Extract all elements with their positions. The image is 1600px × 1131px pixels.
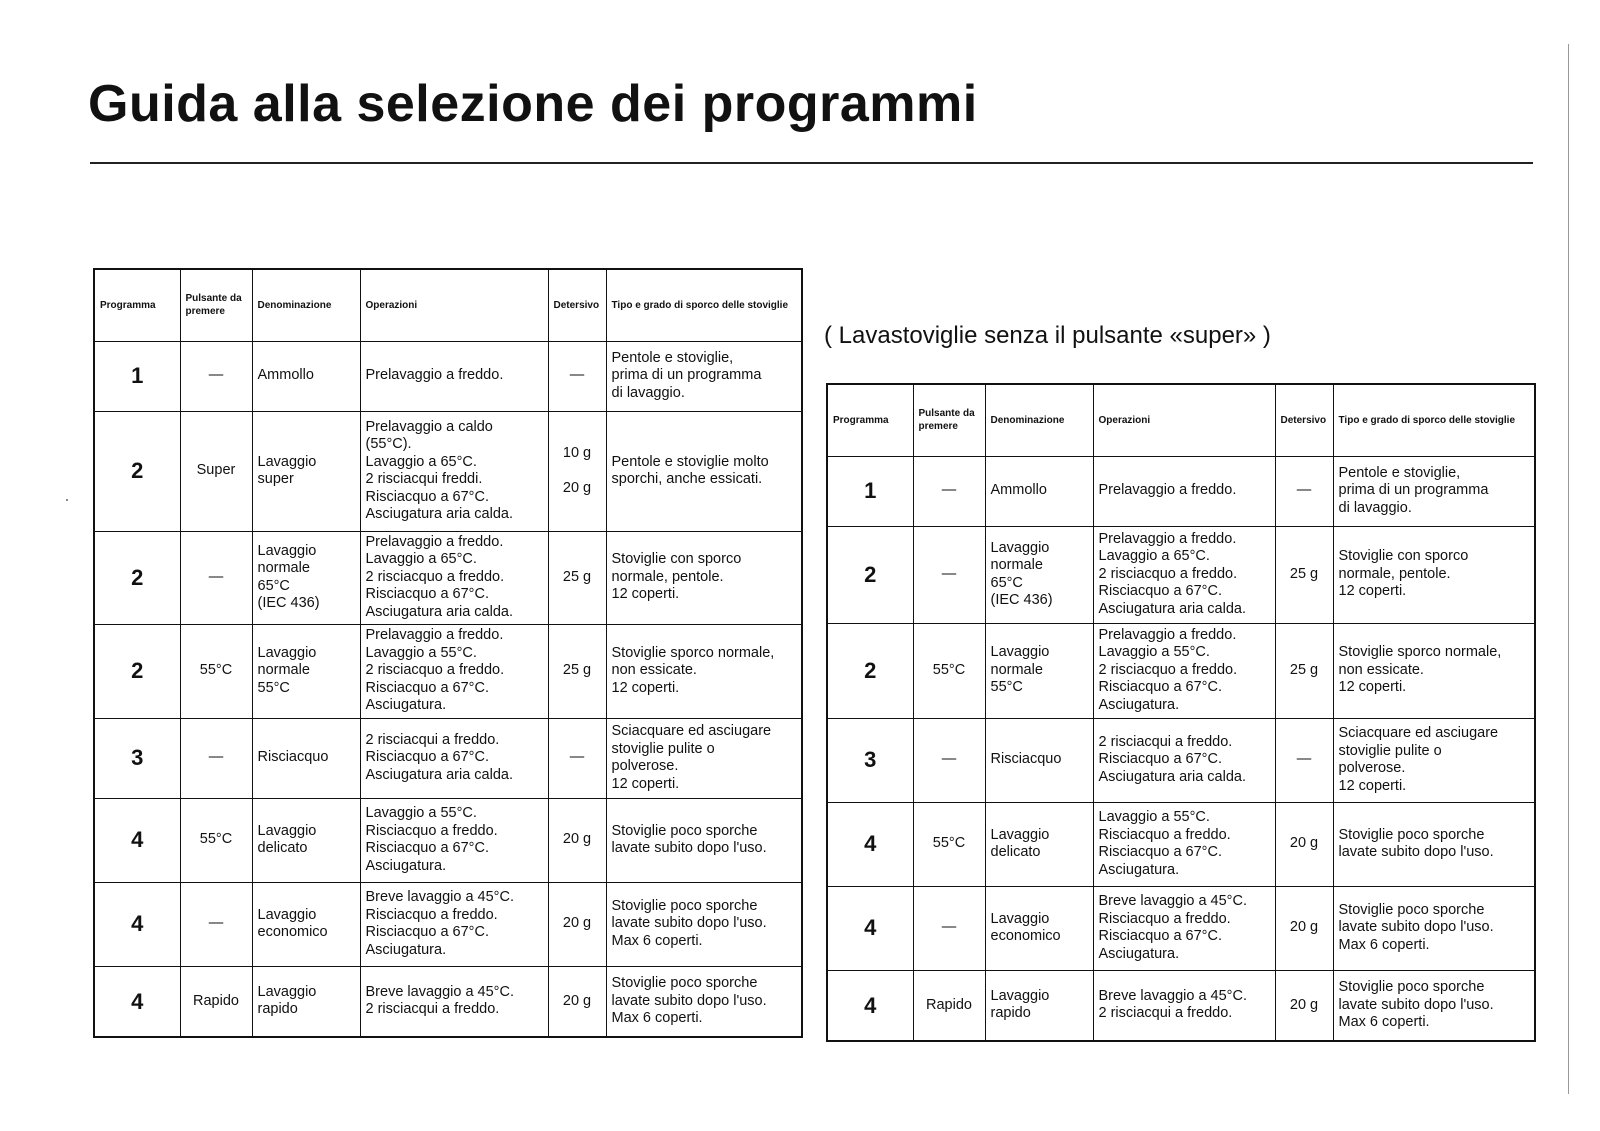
cell-programma: 4 <box>827 970 913 1041</box>
table-header-row <box>827 384 1535 456</box>
cell-programma: 2 <box>827 623 913 718</box>
cell-denominazione: Ammollo <box>985 456 1093 526</box>
cell-denominazione: Risciacquo <box>252 718 360 798</box>
cell-denominazione: Lavaggio normale 65°C (IEC 436) <box>985 526 1093 623</box>
cell-operazioni: Prelavaggio a caldo (55°C). Lavaggio a 65°C. 2 risciacqui freddi. Risciacquo a 67°C. Asciugatura aria calda. <box>360 411 548 531</box>
page-edge-line <box>1568 44 1569 1094</box>
table-row <box>827 526 1535 623</box>
cell-pulsante: — <box>913 886 985 970</box>
table-row <box>94 624 802 718</box>
cell-denominazione: Ammollo <box>252 341 360 411</box>
cell-programma: 3 <box>94 718 180 798</box>
cell-tipo: Sciacquare ed asciugare stoviglie pulite o polverose. 12 coperti. <box>1333 718 1535 802</box>
cell-operazioni: Breve lavaggio a 45°C. Risciacquo a freddo. Risciacquo a 67°C. Asciugatura. <box>360 882 548 966</box>
cell-programma: 2 <box>94 531 180 624</box>
header-pulsante: Pulsante da premere <box>180 269 252 341</box>
header-pulsante: Pulsante da premere <box>913 384 985 456</box>
cell-denominazione: Lavaggio normale 55°C <box>985 623 1093 718</box>
cell-tipo: Stoviglie sporco normale, non essicate. 12 coperti. <box>1333 623 1535 718</box>
cell-tipo: Stoviglie poco sporche lavate subito dopo l'uso. Max 6 coperti. <box>1333 970 1535 1041</box>
cell-programma: 4 <box>94 966 180 1037</box>
cell-pulsante: — <box>913 526 985 623</box>
table-row <box>827 886 1535 970</box>
cell-operazioni: Prelavaggio a freddo. <box>360 341 548 411</box>
cell-operazioni: Prelavaggio a freddo. Lavaggio a 65°C. 2 risciacquo a freddo. Risciacquo a 67°C. Asciugatura aria calda. <box>360 531 548 624</box>
header-denominazione: Denominazione <box>985 384 1093 456</box>
header-programma: Programma <box>827 384 913 456</box>
cell-denominazione: Lavaggio super <box>252 411 360 531</box>
cell-operazioni: Breve lavaggio a 45°C. Risciacquo a freddo. Risciacquo a 67°C. Asciugatura. <box>1093 886 1275 970</box>
cell-tipo: Stoviglie poco sporche lavate subito dopo l'uso. <box>606 798 802 882</box>
scan-speck <box>66 499 68 501</box>
cell-tipo: Pentole e stoviglie, prima di un programma di lavaggio. <box>1333 456 1535 526</box>
cell-pulsante: 55°C <box>913 802 985 886</box>
table-row <box>827 623 1535 718</box>
cell-programma: 2 <box>827 526 913 623</box>
header-detersivo: Detersivo <box>548 269 606 341</box>
cell-operazioni: Lavaggio a 55°C. Risciacquo a freddo. Risciacquo a 67°C. Asciugatura. <box>360 798 548 882</box>
cell-pulsante: — <box>180 882 252 966</box>
cell-pulsante: — <box>180 718 252 798</box>
cell-denominazione: Lavaggio delicato <box>252 798 360 882</box>
cell-operazioni: Prelavaggio a freddo. Lavaggio a 55°C. 2 risciacquo a freddo. Risciacquo a 67°C. Asciugatura. <box>1093 623 1275 718</box>
table-row <box>94 411 802 531</box>
cell-detersivo: — <box>548 341 606 411</box>
table-row <box>827 970 1535 1041</box>
cell-programma: 4 <box>827 802 913 886</box>
cell-denominazione: Lavaggio economico <box>985 886 1093 970</box>
cell-tipo: Stoviglie poco sporche lavate subito dopo l'uso. Max 6 coperti. <box>606 966 802 1037</box>
cell-tipo: Stoviglie con sporco normale, pentole. 12 coperti. <box>606 531 802 624</box>
left-table-body <box>94 341 802 1037</box>
cell-detersivo: 20 g <box>548 798 606 882</box>
cell-detersivo: 20 g <box>1275 886 1333 970</box>
right-table-body <box>827 456 1535 1041</box>
cell-pulsante: — <box>913 456 985 526</box>
cell-detersivo: 10 g 20 g <box>548 411 606 531</box>
table-row <box>827 802 1535 886</box>
cell-programma: 1 <box>827 456 913 526</box>
cell-denominazione: Lavaggio normale 65°C (IEC 436) <box>252 531 360 624</box>
cell-operazioni: Prelavaggio a freddo. <box>1093 456 1275 526</box>
cell-programma: 2 <box>94 411 180 531</box>
cell-detersivo: 25 g <box>548 531 606 624</box>
cell-detersivo: 20 g <box>548 966 606 1037</box>
table-row <box>94 882 802 966</box>
header-programma: Programma <box>94 269 180 341</box>
cell-pulsante: Rapido <box>180 966 252 1037</box>
cell-pulsante: 55°C <box>180 624 252 718</box>
table-row <box>94 718 802 798</box>
cell-denominazione: Lavaggio rapido <box>252 966 360 1037</box>
cell-detersivo: 25 g <box>1275 623 1333 718</box>
cell-pulsante: — <box>180 531 252 624</box>
cell-detersivo: — <box>548 718 606 798</box>
cell-detersivo: — <box>1275 456 1333 526</box>
table-row <box>827 456 1535 526</box>
cell-tipo: Stoviglie poco sporche lavate subito dopo l'uso. Max 6 coperti. <box>1333 886 1535 970</box>
cell-tipo: Stoviglie sporco normale, non essicate. 12 coperti. <box>606 624 802 718</box>
cell-detersivo: 20 g <box>1275 970 1333 1041</box>
cell-tipo: Stoviglie con sporco normale, pentole. 12 coperti. <box>1333 526 1535 623</box>
program-table-with-super <box>93 268 803 1038</box>
cell-denominazione: Lavaggio rapido <box>985 970 1093 1041</box>
title-divider <box>90 162 1533 164</box>
cell-detersivo: 20 g <box>548 882 606 966</box>
cell-operazioni: Breve lavaggio a 45°C. 2 risciacqui a freddo. <box>1093 970 1275 1041</box>
cell-pulsante: — <box>180 341 252 411</box>
cell-operazioni: Lavaggio a 55°C. Risciacquo a freddo. Risciacquo a 67°C. Asciugatura. <box>1093 802 1275 886</box>
header-operazioni: Operazioni <box>360 269 548 341</box>
cell-programma: 4 <box>827 886 913 970</box>
table-row <box>94 531 802 624</box>
header-tipo: Tipo e grado di sporco delle stoviglie <box>606 269 802 341</box>
cell-operazioni: Breve lavaggio a 45°C. 2 risciacqui a freddo. <box>360 966 548 1037</box>
cell-pulsante: 55°C <box>913 623 985 718</box>
cell-detersivo: 20 g <box>1275 802 1333 886</box>
table-row <box>94 798 802 882</box>
cell-denominazione: Lavaggio delicato <box>985 802 1093 886</box>
header-denominazione: Denominazione <box>252 269 360 341</box>
cell-denominazione: Risciacquo <box>985 718 1093 802</box>
cell-programma: 4 <box>94 798 180 882</box>
page-title: Guida alla selezione dei programmi <box>88 75 978 133</box>
cell-detersivo: — <box>1275 718 1333 802</box>
table-row <box>94 341 802 411</box>
cell-denominazione: Lavaggio normale 55°C <box>252 624 360 718</box>
cell-operazioni: Prelavaggio a freddo. Lavaggio a 65°C. 2 risciacquo a freddo. Risciacquo a 67°C. Asciugatura aria calda. <box>1093 526 1275 623</box>
cell-programma: 2 <box>94 624 180 718</box>
header-operazioni: Operazioni <box>1093 384 1275 456</box>
cell-tipo: Pentole e stoviglie molto sporchi, anche essicati. <box>606 411 802 531</box>
cell-programma: 1 <box>94 341 180 411</box>
header-detersivo: Detersivo <box>1275 384 1333 456</box>
cell-tipo: Stoviglie poco sporche lavate subito dopo l'uso. Max 6 coperti. <box>606 882 802 966</box>
cell-tipo: Sciacquare ed asciugare stoviglie pulite o polverose. 12 coperti. <box>606 718 802 798</box>
cell-pulsante: Super <box>180 411 252 531</box>
cell-detersivo: 25 g <box>1275 526 1333 623</box>
table-header-row <box>94 269 802 341</box>
cell-pulsante: 55°C <box>180 798 252 882</box>
cell-operazioni: 2 risciacqui a freddo. Risciacquo a 67°C. Asciugatura aria calda. <box>1093 718 1275 802</box>
cell-programma: 4 <box>94 882 180 966</box>
cell-detersivo: 25 g <box>548 624 606 718</box>
cell-pulsante: — <box>913 718 985 802</box>
cell-denominazione: Lavaggio economico <box>252 882 360 966</box>
cell-tipo: Pentole e stoviglie, prima di un programma di lavaggio. <box>606 341 802 411</box>
cell-programma: 3 <box>827 718 913 802</box>
table-row <box>94 966 802 1037</box>
cell-tipo: Stoviglie poco sporche lavate subito dopo l'uso. <box>1333 802 1535 886</box>
table-row <box>827 718 1535 802</box>
header-tipo: Tipo e grado di sporco delle stoviglie <box>1333 384 1535 456</box>
cell-operazioni: Prelavaggio a freddo. Lavaggio a 55°C. 2 risciacquo a freddo. Risciacquo a 67°C. Asciugatura. <box>360 624 548 718</box>
program-table-without-super <box>826 383 1536 1042</box>
cell-operazioni: 2 risciacqui a freddo. Risciacquo a 67°C. Asciugatura aria calda. <box>360 718 548 798</box>
right-table-subtitle: ( Lavastoviglie senza il pulsante «super» ) <box>824 322 1271 349</box>
cell-pulsante: Rapido <box>913 970 985 1041</box>
